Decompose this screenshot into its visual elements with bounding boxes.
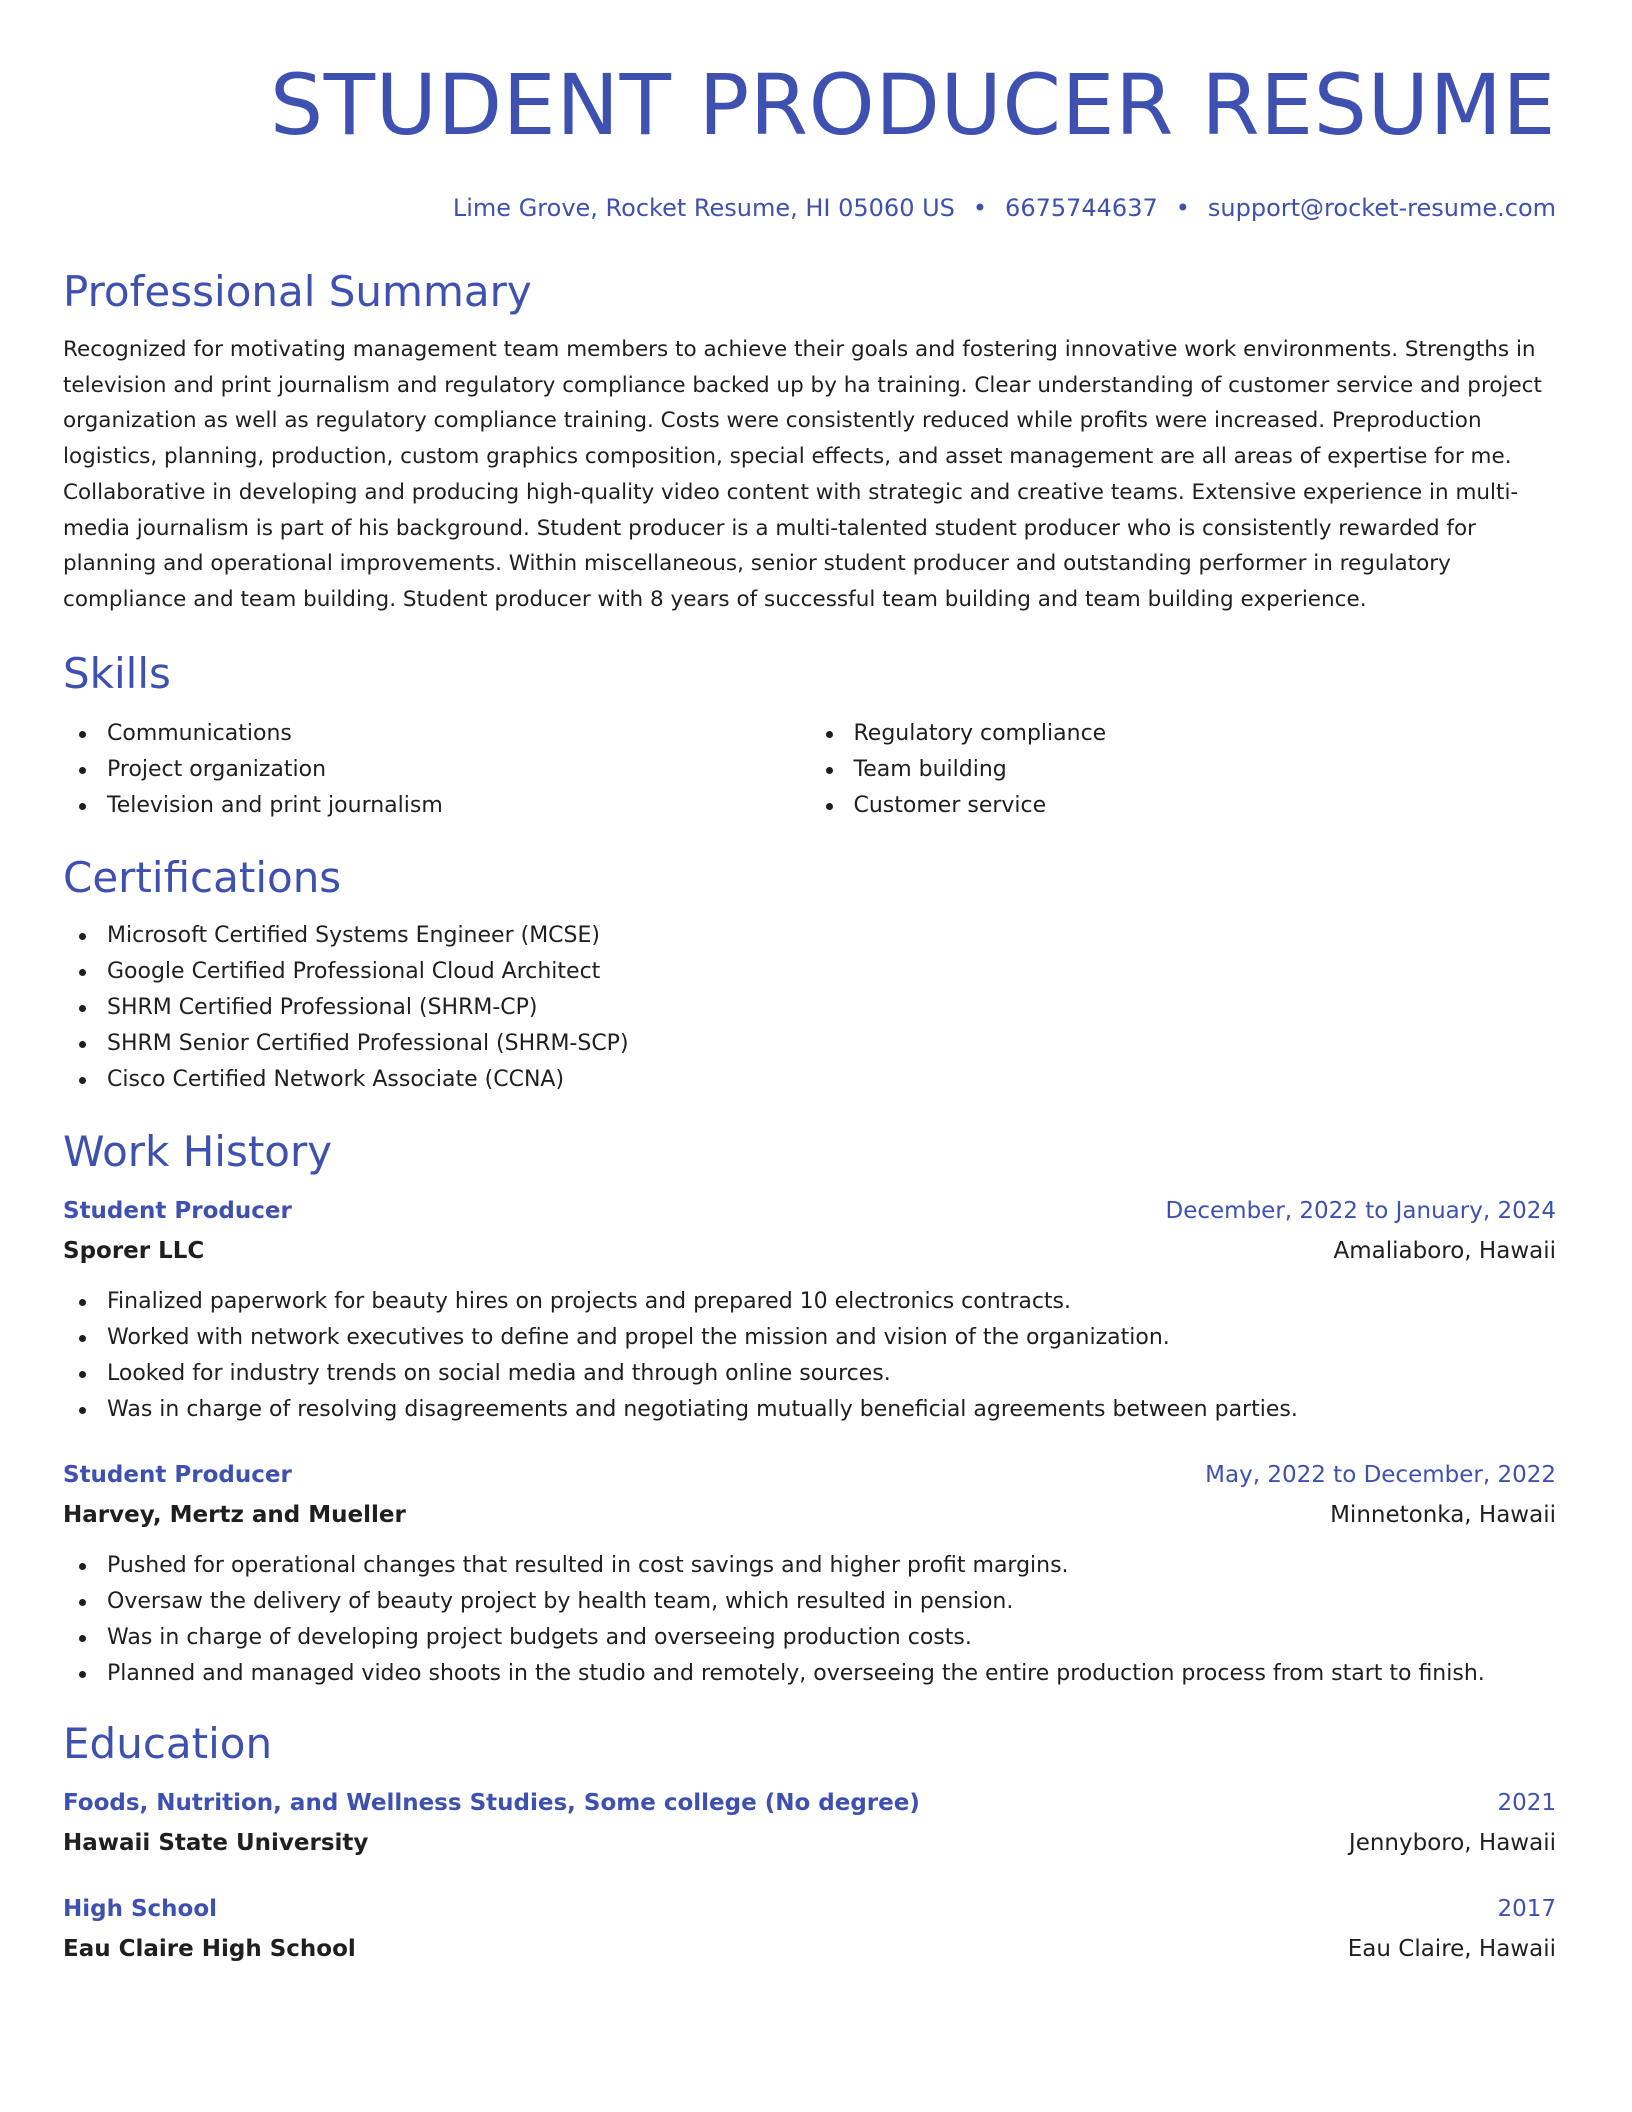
work-history-heading: Work History [63, 1126, 333, 1176]
education-location: Eau Claire, Hawaii [1347, 1935, 1556, 1962]
job-title: Student Producer [63, 1461, 292, 1488]
education-degree: High School [63, 1895, 218, 1922]
job-dates: December, 2022 to January, 2024 [1165, 1197, 1556, 1224]
skill-item: Television and print journalism [63, 788, 810, 824]
job-company-row [63, 1232, 1556, 1270]
job-bullet: Was in charge of resolving disagreements and negotiating mutually beneficial agreements between parties. [63, 1392, 1556, 1428]
education-entry [63, 1784, 1556, 1862]
job-location: Minnetonka, Hawaii [1330, 1501, 1556, 1528]
job-bullet: Looked for industry trends on social media and through online sources. [63, 1356, 1556, 1392]
skill-item: Regulatory compliance [810, 716, 1557, 752]
certification-item: SHRM Certified Professional (SHRM-CP) [63, 990, 1556, 1026]
education-school-row [63, 1930, 1556, 1968]
contact-line [63, 192, 1556, 224]
job-bullet: Worked with network executives to define and propel the mission and vision of the organization. [63, 1320, 1556, 1356]
job-bullet: Finalized paperwork for beauty hires on projects and prepared 10 electronics contracts. [63, 1284, 1556, 1320]
job-title-row [63, 1192, 1556, 1230]
certifications-list [63, 918, 1556, 1098]
job-bullets [63, 1284, 1556, 1428]
job-bullets [63, 1548, 1556, 1692]
summary-heading: Professional Summary [63, 267, 532, 316]
job-company-row [63, 1496, 1556, 1534]
education-degree: Foods, Nutrition, and Wellness Studies, Some college (No degree) [63, 1789, 920, 1816]
job-bullet: Was in charge of developing project budgets and overseeing production costs. [63, 1620, 1556, 1656]
education-entry [63, 1890, 1556, 1968]
contact-separator: • [972, 194, 988, 222]
resume-title: STUDENT PRODUCER RESUME [269, 56, 1556, 154]
summary-section [63, 266, 1556, 618]
summary-text: Recognized for motivating management team members to achieve their goals and fostering innovative work environments. Strengths in television and print journalism and regulatory compliance backed up by ha training. Clear understanding of customer service and project organization as well as regulatory compliance training. Costs were consistently reduced while profits were increased. Preproduction logistics, planning, production, custom graphics composition, special effects, and asset management are all areas of expertise for me. Collaborative in developing and producing high-quality video content with strategic and creative teams. Extensive experience in multi-media journalism is part of his background. Student producer is a multi-talented student producer who is consistently rewarded for planning and operational improvements. Within miscellaneous, senior student producer and outstanding performer in regulatory compliance and team building. Student producer with 8 years of successful team building and team building experience. [63, 337, 1542, 612]
education-section [63, 1718, 1556, 1968]
skills-list-left [63, 716, 810, 824]
job-title: Student Producer [63, 1197, 292, 1224]
contact-phone: 6675744637 [1005, 194, 1158, 222]
certification-item: Cisco Certified Network Associate (CCNA) [63, 1062, 1556, 1098]
job-bullet: Planned and managed video shoots in the studio and remotely, overseeing the entire production process from start to finish. [63, 1656, 1556, 1692]
resume-page [63, 0, 1556, 1968]
skill-item: Customer service [810, 788, 1557, 824]
education-degree-row [63, 1890, 1556, 1928]
job-bullet: Oversaw the delivery of beauty project by health team, which resulted in pension. [63, 1584, 1556, 1620]
education-school-row [63, 1824, 1556, 1862]
skills-heading: Skills [63, 648, 171, 698]
job-bullet: Pushed for operational changes that resulted in cost savings and higher profit margins. [63, 1548, 1556, 1584]
certification-item: Microsoft Certified Systems Engineer (MCSE) [63, 918, 1556, 954]
job-entry [63, 1456, 1556, 1692]
education-year: 2017 [1497, 1895, 1556, 1922]
contact-email[interactable]: support@rocket-resume.com [1207, 194, 1556, 222]
skill-item: Team building [810, 752, 1557, 788]
contact-address: Lime Grove, Rocket Resume, HI 05060 US [452, 194, 955, 222]
certifications-heading: Certifications [63, 852, 342, 902]
certifications-section [63, 852, 1556, 1098]
skills-list-right [810, 716, 1557, 824]
skill-item: Project organization [63, 752, 810, 788]
job-title-row [63, 1456, 1556, 1494]
job-entry [63, 1192, 1556, 1428]
education-heading: Education [63, 1718, 273, 1768]
job-location: Amaliaboro, Hawaii [1333, 1237, 1556, 1264]
education-school: Eau Claire High School [63, 1935, 356, 1962]
job-dates: May, 2022 to December, 2022 [1205, 1461, 1556, 1488]
job-company: Sporer LLC [63, 1237, 205, 1264]
contact-separator: • [1175, 194, 1190, 222]
education-degree-row [63, 1784, 1556, 1822]
skills-section [63, 648, 1556, 824]
skill-item: Communications [63, 716, 810, 752]
certification-item: Google Certified Professional Cloud Architect [63, 954, 1556, 990]
job-company: Harvey, Mertz and Mueller [63, 1501, 406, 1528]
work-history-section [63, 1126, 1556, 1692]
skills-grid [63, 716, 1556, 824]
certification-item: SHRM Senior Certified Professional (SHRM-SCP) [63, 1026, 1556, 1062]
education-location: Jennyboro, Hawaii [1348, 1829, 1556, 1856]
education-year: 2021 [1497, 1789, 1556, 1816]
education-school: Hawaii State University [63, 1829, 369, 1856]
